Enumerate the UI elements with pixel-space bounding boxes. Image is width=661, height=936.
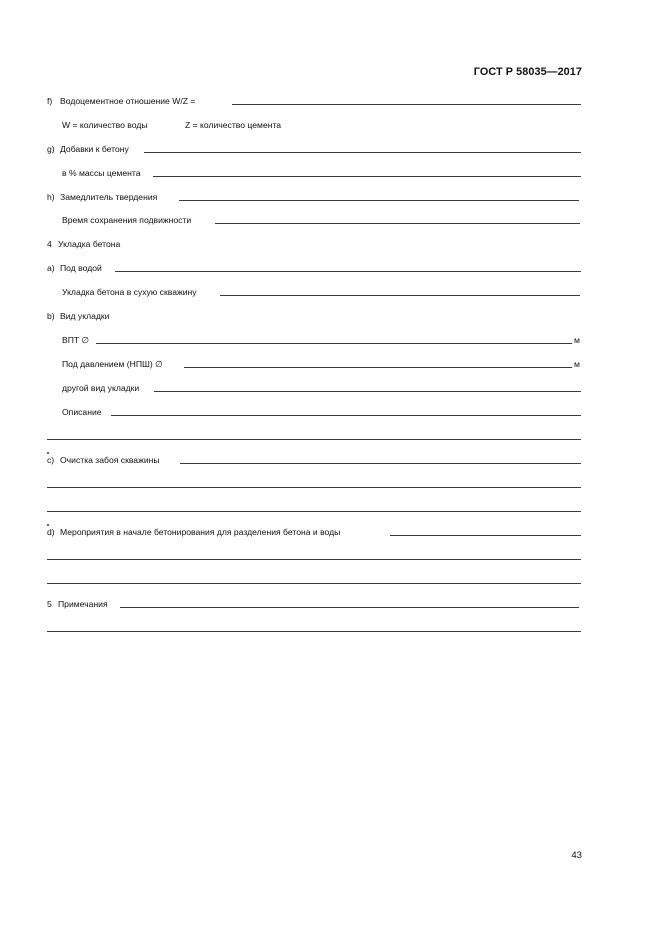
row-vpt	[0, 334, 661, 348]
item-d-label: d)	[47, 527, 55, 537]
underwater-field[interactable]	[115, 271, 581, 272]
wz-ratio-field[interactable]	[232, 104, 581, 105]
item-a-label: a)	[47, 263, 55, 273]
dry-placement-label: Укладка бетона в сухую скважину	[62, 287, 197, 297]
npsh-label: Под давлением (НПШ) ∅	[62, 359, 163, 369]
vpt-unit: м	[574, 335, 580, 345]
vpt-label: ВПТ ∅	[62, 335, 90, 345]
row-separation-measures-cont-1	[0, 550, 661, 564]
w-definition: W = количество воды	[62, 120, 148, 130]
notes-field[interactable]	[120, 607, 579, 608]
underwater-label: Под водой	[60, 263, 102, 273]
row-npsh	[0, 358, 661, 372]
row-section-4	[0, 238, 661, 252]
row-additives-percent	[0, 167, 661, 181]
separation-measures-field-line-2[interactable]	[47, 559, 581, 560]
item-b-label: b)	[47, 311, 55, 321]
separation-measures-field[interactable]	[390, 535, 581, 536]
additives-label: Добавки к бетону	[60, 144, 129, 154]
section-5-title: Примечания	[58, 599, 108, 609]
z-definition: Z = количество цемента	[185, 120, 282, 130]
row-bottom-cleaning	[0, 454, 661, 468]
page-header-standard: ГОСТ Р 58035—2017	[473, 66, 582, 78]
npsh-unit: м	[574, 359, 580, 369]
row-notes-cont	[0, 622, 661, 636]
item-h-label: h)	[47, 192, 55, 202]
row-bottom-cleaning-cont-2	[0, 502, 661, 516]
description-label: Описание	[62, 407, 102, 417]
workability-time-field[interactable]	[215, 223, 580, 224]
section-5-number: 5	[47, 599, 52, 609]
additives-percent-label: в % массы цемента	[62, 168, 141, 178]
description-field[interactable]	[111, 415, 581, 416]
additives-percent-field[interactable]	[153, 176, 581, 177]
row-other-placement	[0, 382, 661, 396]
retarder-label: Замедлитель твердения	[60, 192, 158, 202]
bottom-cleaning-label: Очистка забоя скважины	[60, 455, 160, 465]
placement-type-label: Вид укладки	[60, 311, 110, 321]
vpt-diameter-field[interactable]	[96, 343, 572, 344]
row-separation-measures	[0, 526, 661, 540]
item-c-label: c)	[47, 455, 55, 465]
row-separation-measures-cont-2	[0, 574, 661, 588]
row-retarder	[0, 191, 661, 205]
notes-field-line-2[interactable]	[47, 631, 581, 632]
item-f-label: f)	[47, 96, 53, 106]
row-placement-type	[0, 310, 661, 324]
bottom-cleaning-field[interactable]	[180, 463, 581, 464]
separation-measures-field-line-3[interactable]	[47, 583, 581, 584]
workability-time-label: Время сохранения подвижности	[62, 215, 192, 225]
row-description	[0, 406, 661, 420]
row-section-5	[0, 598, 661, 612]
row-wz-definitions	[0, 119, 661, 133]
bottom-cleaning-field-line-2[interactable]	[47, 487, 581, 488]
other-placement-label: другой вид укладки	[62, 383, 140, 393]
wz-ratio-label: Водоцементное отношение W/Z =	[60, 96, 196, 106]
row-additives	[0, 143, 661, 157]
separation-measures-label: Мероприятия в начале бетонирования для разделения бетона и воды	[60, 527, 341, 537]
description-field-line-2[interactable]	[47, 439, 581, 440]
npsh-diameter-field[interactable]	[184, 367, 572, 368]
row-underwater	[0, 262, 661, 276]
row-description-cont	[0, 430, 661, 444]
bottom-cleaning-field-line-3[interactable]	[47, 511, 581, 512]
section-4-number: 4	[47, 239, 52, 249]
row-wz-ratio	[0, 95, 661, 109]
additives-field[interactable]	[144, 152, 581, 153]
section-4-title: Укладка бетона	[58, 239, 121, 249]
other-placement-field[interactable]	[154, 391, 581, 392]
dry-placement-field[interactable]	[220, 295, 580, 296]
row-bottom-cleaning-cont-1	[0, 478, 661, 492]
row-dry-placement	[0, 286, 661, 300]
row-workability-time	[0, 214, 661, 228]
retarder-field[interactable]	[179, 200, 579, 201]
page-number: 43	[571, 850, 582, 861]
item-g-label: g)	[47, 144, 55, 154]
